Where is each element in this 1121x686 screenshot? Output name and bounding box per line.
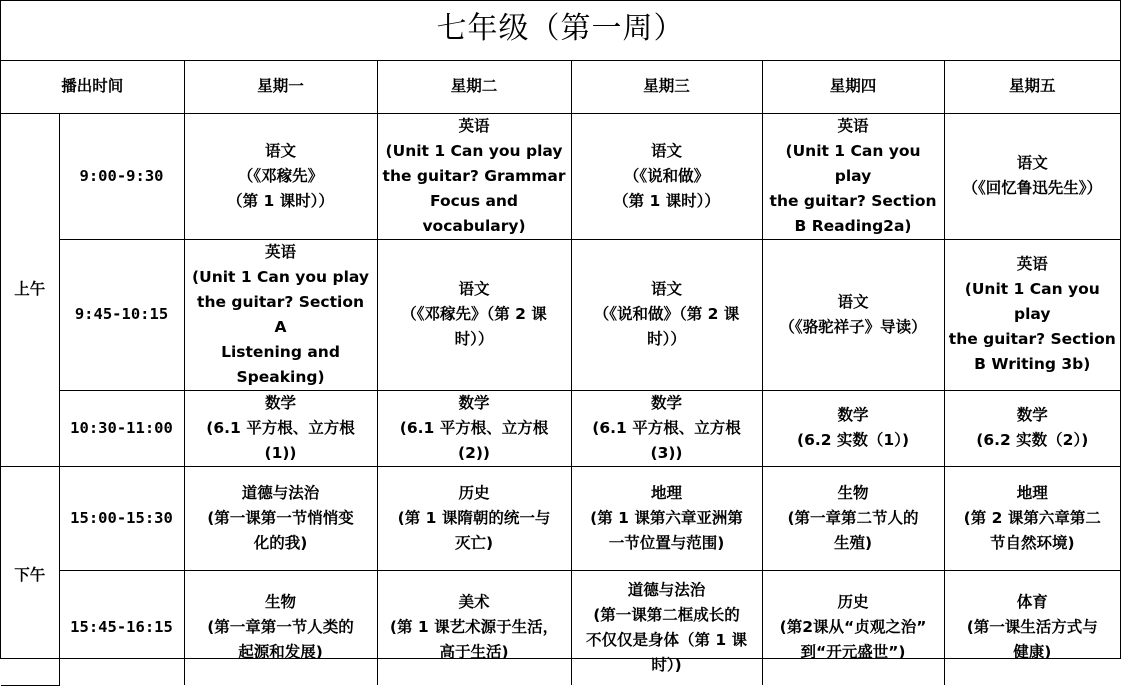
page-title: 七年级（第一周） (1, 1, 1120, 61)
subject-label: 数学 (265, 393, 297, 412)
topic-label: (6.2 实数（2）) (976, 431, 1089, 449)
subject-label: 语文 (1016, 154, 1048, 172)
schedule-cell (377, 239, 571, 390)
schedule-cell (377, 390, 571, 466)
period-morning: 上午 (1, 113, 59, 466)
schedule-cell (762, 570, 944, 685)
time-slot: 9:00-9:30 (59, 113, 184, 239)
subject-label: 体育 (1016, 593, 1048, 612)
subject-label: 数学 (1016, 406, 1048, 424)
subject-label: 语文 (265, 141, 297, 160)
schedule-cell (762, 466, 944, 570)
subject-label: 语文 (651, 280, 683, 298)
schedule-cell (944, 570, 1120, 685)
topic-label: (第一章第二节人的 生殖) (787, 508, 919, 552)
topic-label: (第一课生活方式与 健康) (966, 618, 1098, 662)
day-header-thursday: 星期四 (762, 61, 944, 113)
topic-label: (Unit 1 Can you play the guitar? Section B Reading2a) (769, 141, 937, 235)
schedule-cell (571, 466, 762, 570)
schedule-cell (944, 113, 1120, 239)
topic-label: （《骆驼祥子》导读） (779, 317, 927, 336)
topic-label: (第一章第一节人类的 起源和发展) (207, 618, 354, 662)
schedule-table (1, 61, 1120, 686)
schedule-cell (944, 466, 1120, 570)
schedule-cell (184, 390, 377, 466)
topic-label: (第 1 课艺术源于生活， 高于生活) (389, 618, 559, 662)
topic-label: (6.1 平方根、立方根 (2)) (399, 418, 549, 462)
subject-label: 英语 (837, 116, 869, 135)
schedule-cell (762, 390, 944, 466)
day-header-monday: 星期一 (184, 61, 377, 113)
schedule-cell (944, 239, 1120, 390)
topic-label: (Unit 1 Can you play the guitar? Section B Writing 3b) (948, 280, 1116, 373)
topic-label: （《说和做》 （第 1 课时）） (613, 166, 720, 210)
topic-label: (Unit 1 Can you play the guitar? Grammar Focus and vocabulary) (382, 141, 566, 235)
header-row (1, 61, 1120, 113)
schedule-cell (377, 466, 571, 570)
schedule-cell (377, 570, 571, 685)
subject-label: 英语 (458, 116, 490, 135)
topic-label: (第 1 课第六章亚洲第 一节位置与范围) (590, 508, 743, 552)
table-row (1, 570, 1120, 685)
subject-label: 地理 (651, 483, 683, 502)
table-row (1, 113, 1120, 239)
topic-label: (Unit 1 Can you play the guitar? Section A Listening and Speaking) (192, 267, 369, 386)
schedule-cell (571, 239, 762, 390)
schedule-cell (944, 390, 1120, 466)
schedule-cell (377, 113, 571, 239)
topic-label: (6.1 平方根、立方根 (1)) (206, 418, 355, 462)
time-slot: 10:30-11:00 (59, 390, 184, 466)
topic-label: (第一课第二框成长的 不仅仅是身体（第 1 课 时）) (585, 605, 748, 674)
time-slot: 15:45-16:15 (59, 570, 184, 685)
topic-label: （《邓稼先》 （第 1 课时）） (227, 166, 334, 210)
table-row (1, 239, 1120, 390)
subject-label: 语文 (651, 141, 683, 160)
subject-label: 数学 (651, 393, 683, 412)
topic-label: (第一课第一节悄悄变 化的我) (207, 508, 354, 552)
topic-label: (6.2 实数（1）) (796, 431, 910, 449)
topic-label: （《邓稼先》（第 2 课 时）） (401, 305, 547, 348)
subject-label: 美术 (458, 593, 490, 612)
subject-label: 历史 (458, 483, 490, 502)
schedule-cell (762, 113, 944, 239)
schedule-cell (184, 239, 377, 390)
subject-label: 历史 (837, 593, 869, 612)
schedule-cell (184, 113, 377, 239)
schedule-cell (571, 390, 762, 466)
subject-label: 英语 (1016, 255, 1048, 273)
topic-label: (6.1 平方根、立方根 (3)) (592, 418, 741, 462)
subject-label: 数学 (458, 393, 490, 412)
schedule-cell (184, 466, 377, 570)
table-row (1, 390, 1120, 466)
topic-label: (第2课从“贞观之治” 到“开元盛世”) (779, 618, 927, 662)
subject-label: 生物 (837, 483, 869, 502)
topic-label: （《回忆鲁迅先生》） (962, 179, 1103, 197)
time-slot: 15:00-15:30 (59, 466, 184, 570)
schedule-cell (571, 113, 762, 239)
schedule-cell (762, 239, 944, 390)
day-header-tuesday: 星期二 (377, 61, 571, 113)
day-header-wednesday: 星期三 (571, 61, 762, 113)
subject-label: 道德与法治 (241, 483, 320, 502)
schedule-cell (184, 570, 377, 685)
topic-label: （《说和做》（第 2 课 时）） (593, 305, 740, 348)
period-afternoon: 下午 (1, 466, 59, 685)
time-column-header: 播出时间 (1, 61, 184, 113)
table-row (1, 466, 1120, 570)
topic-label: (第 2 课第六章第二 节自然环境) (963, 508, 1101, 552)
subject-label: 数学 (837, 406, 869, 424)
time-slot: 9:45-10:15 (59, 239, 184, 390)
subject-label: 语文 (837, 292, 869, 311)
subject-label: 语文 (458, 280, 490, 298)
subject-label: 地理 (1016, 483, 1048, 502)
schedule-cell (571, 570, 762, 685)
subject-label: 生物 (265, 593, 297, 612)
topic-label: (第 1 课隋朝的统一与 灭亡) (397, 508, 551, 552)
subject-label: 道德与法治 (627, 580, 706, 599)
day-header-friday: 星期五 (944, 61, 1120, 113)
subject-label: 英语 (265, 242, 297, 261)
